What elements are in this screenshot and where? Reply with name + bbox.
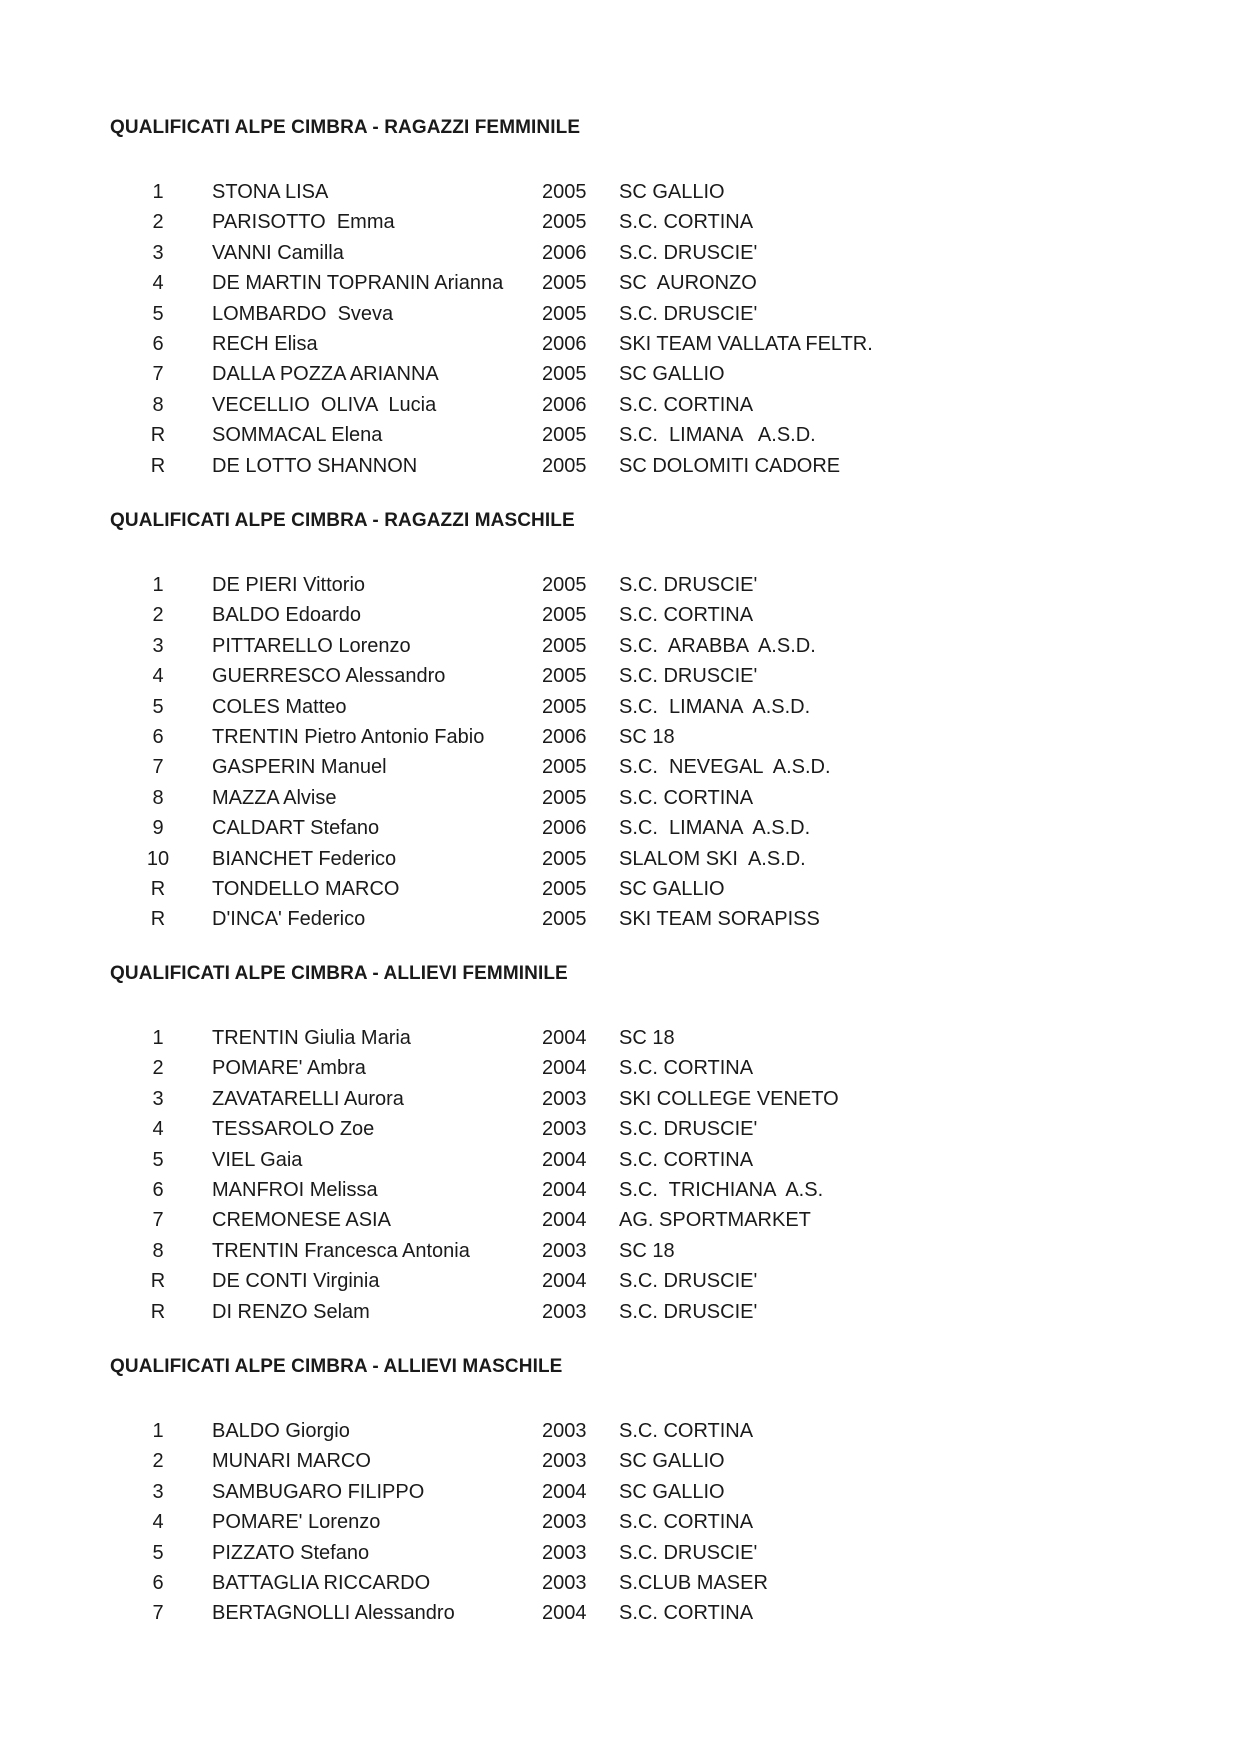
club-name: S.C. CORTINA: [619, 1057, 754, 1080]
club-name: SC 18: [619, 1239, 675, 1262]
athlete-name: BALDO Edoardo: [212, 604, 361, 627]
birth-year: 2005: [542, 454, 587, 477]
rank-label: 7: [152, 756, 164, 779]
club-name: S.C. DRUSCIE': [619, 241, 758, 264]
rank-label: R: [150, 454, 166, 477]
birth-year: 2005: [542, 604, 587, 627]
rank-label: 1: [152, 574, 164, 596]
list-item: [0, 874, 1240, 904]
club-name: SKI TEAM SORAPISS: [619, 908, 820, 931]
rank-label: 2: [152, 1450, 164, 1473]
birth-year: 2006: [542, 241, 587, 264]
list-item: [0, 692, 1240, 722]
rank-label: 6: [152, 1571, 164, 1594]
club-name: S.C. CORTINA: [619, 211, 754, 234]
section-title: QUALIFICATI ALPE CIMBRA - ALLIEVI MASCHILE: [110, 1356, 563, 1377]
athlete-name: CREMONESE ASIA: [212, 1209, 391, 1232]
rank-label: 7: [152, 1209, 164, 1232]
rank-label: 1: [152, 181, 164, 203]
club-name: S.C. DRUSCIE': [619, 1300, 758, 1323]
birth-year: 2005: [542, 634, 587, 657]
list-item: [0, 752, 1240, 782]
results-list: [0, 1416, 1240, 1629]
rank-label: R: [150, 424, 166, 447]
birth-year: 2005: [542, 272, 587, 295]
rank-label: 4: [152, 1511, 164, 1534]
athlete-name: DE CONTI Virginia: [212, 1270, 380, 1293]
birth-year: 2004: [542, 1270, 587, 1293]
birth-year: 2006: [542, 725, 587, 748]
birth-year: 2004: [542, 1057, 587, 1080]
club-name: SC AURONZO: [619, 272, 757, 295]
athlete-name: GUERRESCO Alessandro: [212, 665, 446, 688]
list-item: [0, 1598, 1240, 1628]
rank-label: 7: [152, 1602, 164, 1625]
section-title: QUALIFICATI ALPE CIMBRA - RAGAZZI MASCHILE: [110, 510, 575, 531]
birth-year: 2006: [542, 332, 587, 355]
rank-label: 2: [152, 1057, 164, 1080]
birth-year: 2003: [542, 1420, 587, 1442]
list-item: [0, 1507, 1240, 1537]
rank-label: 3: [152, 241, 164, 264]
list-item: [0, 1266, 1240, 1296]
list-item: [0, 783, 1240, 813]
club-name: S.C. CORTINA: [619, 1511, 754, 1534]
birth-year: 2004: [542, 1178, 587, 1201]
athlete-name: VECELLIO OLIVA Lucia: [212, 393, 437, 416]
birth-year: 2003: [542, 1511, 587, 1534]
list-item: [0, 600, 1240, 630]
list-item: [0, 207, 1240, 237]
list-item: [0, 420, 1240, 450]
list-item: [0, 268, 1240, 298]
athlete-name: TRENTIN Pietro Antonio Fabio: [212, 725, 485, 748]
rank-label: 6: [152, 725, 164, 748]
club-name: SC GALLIO: [619, 363, 725, 386]
rank-label: 8: [152, 1239, 164, 1262]
list-item: [0, 1446, 1240, 1476]
birth-year: 2005: [542, 574, 587, 596]
birth-year: 2006: [542, 817, 587, 840]
club-name: S.C. CORTINA: [619, 1602, 754, 1625]
club-name: S.C. DRUSCIE': [619, 1541, 758, 1564]
birth-year: 2004: [542, 1602, 587, 1625]
club-name: S.CLUB MASER: [619, 1571, 768, 1594]
athlete-name: SAMBUGARO FILIPPO: [212, 1480, 425, 1503]
club-name: SC DOLOMITI CADORE: [619, 454, 841, 477]
athlete-name: DE MARTIN TOPRANIN Arianna: [212, 272, 504, 295]
birth-year: 2003: [542, 1118, 587, 1141]
athlete-name: PITTARELLO Lorenzo: [212, 634, 411, 657]
rank-label: 9: [152, 817, 164, 840]
list-item: [0, 1477, 1240, 1507]
birth-year: 2005: [542, 363, 587, 386]
birth-year: 2003: [542, 1571, 587, 1594]
rank-label: 2: [152, 604, 164, 627]
club-name: SC GALLIO: [619, 1450, 725, 1473]
birth-year: 2005: [542, 665, 587, 688]
club-name: S.C. LIMANA A.S.D.: [619, 817, 811, 840]
club-name: S.C. CORTINA: [619, 1420, 754, 1442]
athlete-name: DE PIERI Vittorio: [212, 574, 366, 596]
club-name: S.C. TRICHIANA A.S.: [619, 1178, 824, 1201]
list-item: [0, 390, 1240, 420]
rank-label: 1: [152, 1420, 164, 1442]
list-item: [0, 238, 1240, 268]
list-item: [0, 1538, 1240, 1568]
list-item: [0, 1416, 1240, 1446]
club-name: SC GALLIO: [619, 1480, 725, 1503]
athlete-name: D'INCA' Federico: [212, 908, 366, 931]
list-item: [0, 722, 1240, 752]
club-name: S.C. CORTINA: [619, 604, 754, 627]
athlete-name: RECH Elisa: [212, 332, 318, 355]
birth-year: 2004: [542, 1027, 587, 1049]
birth-year: 2003: [542, 1541, 587, 1564]
list-item: [0, 1205, 1240, 1235]
birth-year: 2005: [542, 181, 587, 203]
athlete-name: ZAVATARELLI Aurora: [212, 1087, 404, 1110]
club-name: S.C. CORTINA: [619, 1148, 754, 1171]
birth-year: 2006: [542, 393, 587, 416]
list-item: [0, 661, 1240, 691]
athlete-name: BIANCHET Federico: [212, 847, 397, 870]
birth-year: 2004: [542, 1209, 587, 1232]
rank-label: 3: [152, 1480, 164, 1503]
results-list: [0, 570, 1240, 935]
list-item: [0, 1084, 1240, 1114]
athlete-name: SOMMACAL Elena: [212, 424, 383, 447]
club-name: SLALOM SKI A.S.D.: [619, 847, 806, 870]
club-name: S.C. NEVEGAL A.S.D.: [619, 756, 831, 779]
athlete-name: DE LOTTO SHANNON: [212, 454, 418, 477]
list-item: [0, 1297, 1240, 1327]
birth-year: 2003: [542, 1087, 587, 1110]
club-name: S.C. LIMANA A.S.D.: [619, 695, 811, 718]
birth-year: 2005: [542, 302, 587, 325]
club-name: SC GALLIO: [619, 877, 725, 900]
club-name: S.C. CORTINA: [619, 786, 754, 809]
rank-label: 4: [152, 1118, 164, 1141]
club-name: SC GALLIO: [619, 181, 725, 203]
list-item: [0, 451, 1240, 481]
list-item: [0, 1114, 1240, 1144]
rank-label: R: [150, 1300, 166, 1323]
athlete-name: TRENTIN Giulia Maria: [212, 1027, 411, 1049]
rank-label: 3: [152, 1087, 164, 1110]
club-name: S.C. DRUSCIE': [619, 665, 758, 688]
athlete-name: POMARE' Lorenzo: [212, 1511, 381, 1534]
list-item: [0, 1175, 1240, 1205]
athlete-name: VIEL Gaia: [212, 1148, 303, 1171]
list-item: [0, 904, 1240, 934]
athlete-name: BATTAGLIA RICCARDO: [212, 1571, 431, 1594]
rank-label: 7: [152, 363, 164, 386]
club-name: SKI COLLEGE VENETO: [619, 1087, 839, 1110]
list-item: [0, 359, 1240, 389]
section-title: QUALIFICATI ALPE CIMBRA - ALLIEVI FEMMINILE: [110, 963, 568, 984]
list-item: [0, 177, 1240, 207]
list-item: [0, 299, 1240, 329]
athlete-name: TONDELLO MARCO: [212, 877, 400, 900]
athlete-name: TESSAROLO Zoe: [212, 1118, 375, 1141]
rank-label: 5: [152, 695, 164, 718]
athlete-name: MAZZA Alvise: [212, 786, 337, 809]
list-item: [0, 570, 1240, 600]
rank-label: 6: [152, 1178, 164, 1201]
rank-label: 5: [152, 302, 164, 325]
club-name: S.C. DRUSCIE': [619, 574, 758, 596]
club-name: S.C. ARABBA A.S.D.: [619, 634, 816, 657]
athlete-name: DALLA POZZA ARIANNA: [212, 363, 439, 386]
athlete-name: MANFROI Melissa: [212, 1178, 378, 1201]
club-name: S.C. DRUSCIE': [619, 1270, 758, 1293]
list-item: [0, 1236, 1240, 1266]
list-item: [0, 813, 1240, 843]
list-item: [0, 631, 1240, 661]
rank-label: 8: [152, 786, 164, 809]
section-title: QUALIFICATI ALPE CIMBRA - RAGAZZI FEMMINILE: [110, 117, 581, 138]
athlete-name: GASPERIN Manuel: [212, 756, 387, 779]
rank-label: 4: [152, 665, 164, 688]
birth-year: 2005: [542, 786, 587, 809]
rank-label: 6: [152, 332, 164, 355]
birth-year: 2003: [542, 1239, 587, 1262]
results-list: [0, 177, 1240, 481]
club-name: S.C. LIMANA A.S.D.: [619, 424, 816, 447]
athlete-name: BALDO Giorgio: [212, 1420, 350, 1442]
athlete-name: VANNI Camilla: [212, 241, 344, 264]
birth-year: 2005: [542, 424, 587, 447]
athlete-name: TRENTIN Francesca Antonia: [212, 1239, 470, 1262]
rank-label: R: [150, 908, 166, 931]
birth-year: 2005: [542, 695, 587, 718]
rank-label: 8: [152, 393, 164, 416]
club-name: S.C. DRUSCIE': [619, 1118, 758, 1141]
club-name: SC 18: [619, 725, 675, 748]
results-list: [0, 1023, 1240, 1327]
rank-label: 1: [152, 1027, 164, 1049]
birth-year: 2003: [542, 1450, 587, 1473]
rank-label: 2: [152, 211, 164, 234]
birth-year: 2005: [542, 211, 587, 234]
birth-year: 2005: [542, 756, 587, 779]
rank-label: 3: [152, 634, 164, 657]
birth-year: 2005: [542, 877, 587, 900]
club-name: SKI TEAM VALLATA FELTR.: [619, 332, 873, 355]
list-item: [0, 1145, 1240, 1175]
rank-label: 5: [152, 1148, 164, 1171]
rank-label: 4: [152, 272, 164, 295]
athlete-name: POMARE' Ambra: [212, 1057, 366, 1080]
club-name: S.C. DRUSCIE': [619, 302, 758, 325]
athlete-name: PARISOTTO Emma: [212, 211, 395, 234]
list-item: [0, 1568, 1240, 1598]
list-item: [0, 1053, 1240, 1083]
list-item: [0, 844, 1240, 874]
list-item: [0, 1023, 1240, 1053]
rank-label: R: [150, 1270, 166, 1293]
athlete-name: PIZZATO Stefano: [212, 1541, 370, 1564]
athlete-name: CALDART Stefano: [212, 817, 380, 840]
birth-year: 2004: [542, 1480, 587, 1503]
athlete-name: LOMBARDO Sveva: [212, 302, 394, 325]
athlete-name: STONA LISA: [212, 181, 329, 203]
birth-year: 2003: [542, 1300, 587, 1323]
rank-label: R: [150, 877, 166, 900]
athlete-name: BERTAGNOLLI Alessandro: [212, 1602, 455, 1625]
list-item: [0, 329, 1240, 359]
athlete-name: COLES Matteo: [212, 695, 347, 718]
athlete-name: DI RENZO Selam: [212, 1300, 370, 1323]
rank-label: 5: [152, 1541, 164, 1564]
birth-year: 2005: [542, 847, 587, 870]
birth-year: 2005: [542, 908, 587, 931]
club-name: S.C. CORTINA: [619, 393, 754, 416]
club-name: SC 18: [619, 1027, 675, 1049]
athlete-name: MUNARI MARCO: [212, 1450, 371, 1473]
birth-year: 2004: [542, 1148, 587, 1171]
club-name: AG. SPORTMARKET: [619, 1209, 811, 1232]
rank-label: 10: [146, 847, 170, 870]
